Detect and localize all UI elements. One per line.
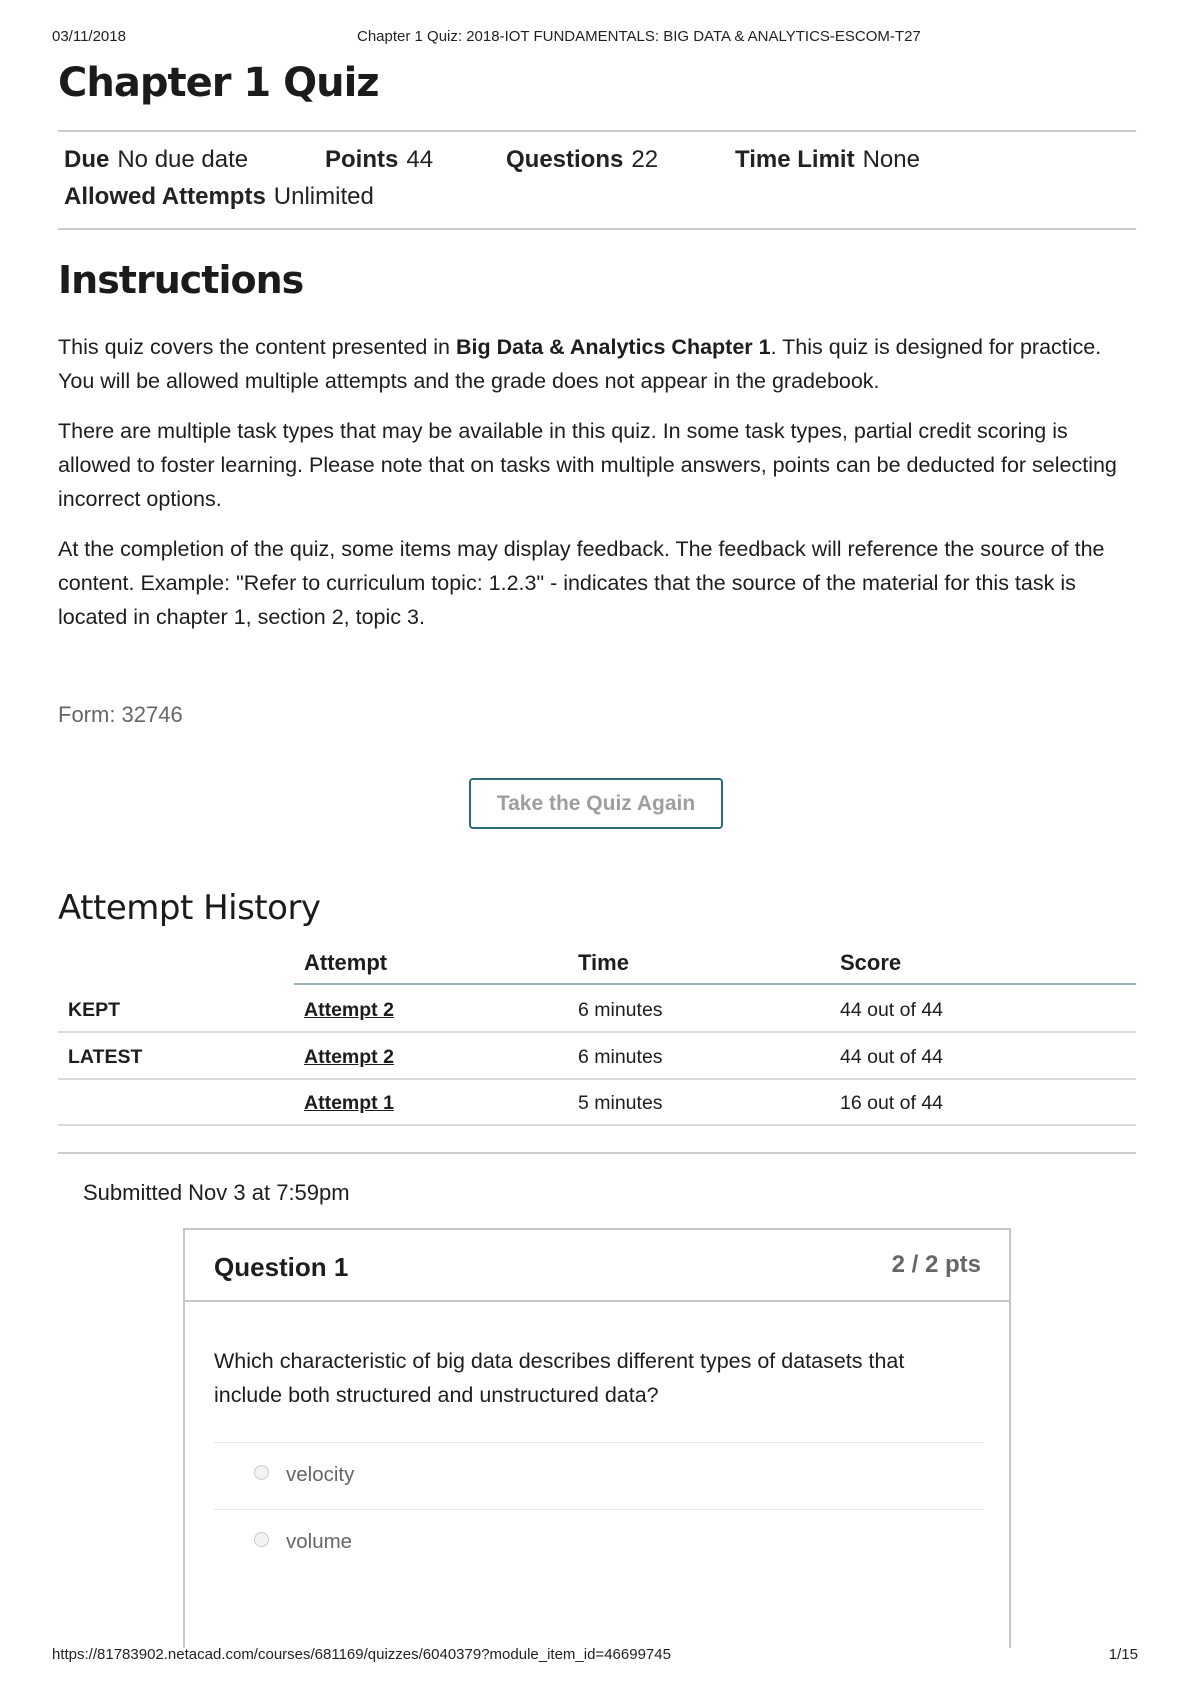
instructions-text: This quiz covers the content presented in (58, 335, 456, 359)
attempt-score: 16 out of 44 (840, 1092, 944, 1114)
divider (58, 228, 1136, 230)
attempts-label: Allowed Attempts (64, 183, 266, 210)
form-id: Form: 32746 (58, 702, 183, 727)
attempts-value: Unlimited (273, 183, 374, 210)
quiz-meta-attempts (64, 183, 374, 211)
question-points: 2 / 2 pts (891, 1251, 981, 1278)
due-label: Due (64, 146, 110, 173)
column-header-time: Time (578, 950, 629, 975)
attempt-score: 44 out of 44 (840, 999, 944, 1021)
instructions-paragraph-3: At the completion of the quiz, some items may display feedback. The feedback will reference the source of the content. Example: "Refer to curriculum topic: 1.2.3" - indicates that the source of the material for this task is located in chapter 1, section 2, topic 3. (58, 537, 1105, 629)
instructions-paragraph-2: There are multiple task types that may be available in this quiz. In some task types, partial credit scoring is allowed to foster learning. Please note that on tasks with multiple answers, points can be deducted for selecting incorrect options. (58, 419, 1117, 511)
attempt-link[interactable]: Attempt 1 (304, 1092, 394, 1114)
quiz-meta-points (325, 146, 433, 174)
quiz-meta-due (64, 146, 248, 174)
answer-label: volume (286, 1530, 353, 1553)
answer-option[interactable] (214, 1442, 984, 1509)
print-date: 03/11/2018 (52, 28, 126, 45)
attempt-score: 44 out of 44 (840, 1046, 944, 1068)
due-value: No due date (117, 146, 249, 173)
print-title: Chapter 1 Quiz: 2018-IOT FUNDAMENTALS: BIG DATA & ANALYTICS-ESCOM-T27 (357, 28, 921, 45)
row-label: KEPT (68, 999, 121, 1021)
column-header-score: Score (840, 950, 902, 975)
radio-button[interactable] (254, 1532, 269, 1547)
time-limit-value: None (862, 146, 920, 173)
print-url: https://81783902.netacad.com/courses/681169/quizzes/6040379?module_item_id=46699745 (52, 1646, 671, 1663)
divider (58, 1152, 1136, 1154)
quiz-meta-questions (506, 146, 658, 174)
instructions-bold-text: Big Data & Analytics Chapter 1 (455, 335, 771, 359)
points-label: Points (325, 146, 399, 173)
points-value: 44 (406, 146, 434, 173)
attempt-time: 5 minutes (578, 1092, 663, 1114)
question-card (183, 1228, 1011, 1648)
print-header (52, 28, 1138, 48)
time-limit-label: Time Limit (735, 146, 855, 173)
quiz-meta-time-limit (735, 146, 920, 174)
questions-value: 22 (631, 146, 659, 173)
attempt-time: 6 minutes (578, 1046, 663, 1068)
questions-label: Questions (506, 146, 624, 173)
attempt-link[interactable]: Attempt 2 (304, 999, 394, 1021)
take-quiz-again-button[interactable]: Take the Quiz Again (469, 778, 723, 829)
instructions-title: Instructions (58, 258, 304, 302)
table-row (58, 1078, 1136, 1126)
submitted-timestamp: Submitted Nov 3 at 7:59pm (83, 1180, 350, 1205)
answer-option[interactable] (214, 1509, 984, 1576)
question-title: Question 1 (214, 1252, 349, 1282)
attempt-time: 6 minutes (578, 999, 663, 1021)
answer-label: velocity (286, 1463, 355, 1486)
instructions-text: . This quiz is designed for practice. You will be allowed multiple attempts and the grade does not appear in the gradebook. (58, 335, 1102, 393)
question-header (185, 1230, 1009, 1302)
attempt-history-title: Attempt History (58, 888, 321, 928)
table-row (58, 1032, 1136, 1080)
instructions-paragraph-1 (58, 330, 1138, 398)
page-title: Chapter 1 Quiz (58, 60, 379, 106)
question-text: Which characteristic of big data describes different types of datasets that include both structured and unstructured data? (214, 1349, 905, 1407)
page-number: 1/15 (1108, 1646, 1138, 1663)
attempt-link[interactable]: Attempt 2 (304, 1046, 394, 1068)
row-label: LATEST (68, 1046, 143, 1068)
table-row (58, 985, 1136, 1033)
divider (58, 130, 1136, 132)
column-header-attempt: Attempt (304, 950, 388, 975)
radio-button[interactable] (254, 1465, 269, 1480)
